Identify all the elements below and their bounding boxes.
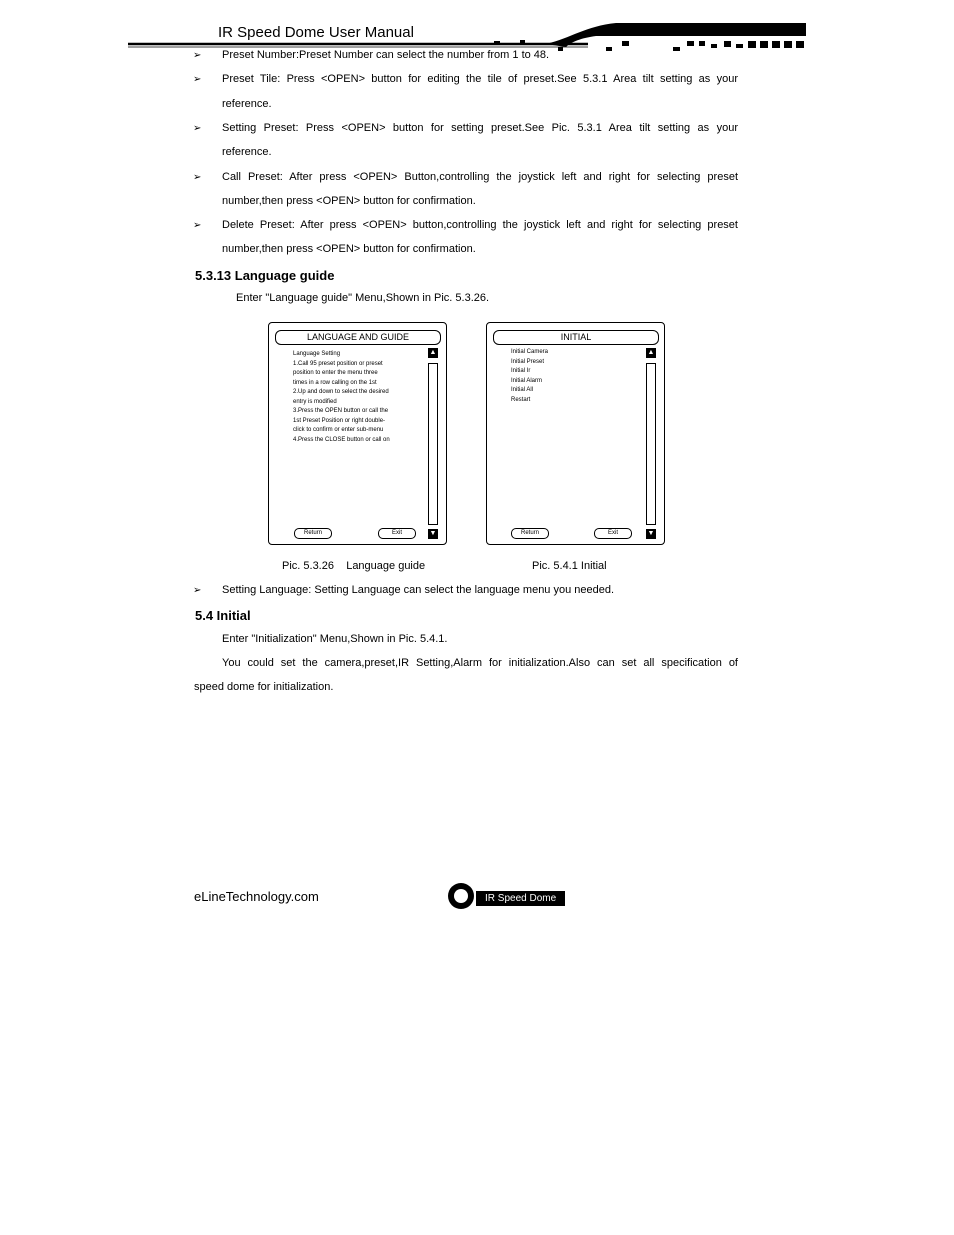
bullet-text: Delete Preset: After press <OPEN> button,controlling the joystick left and right for selecting preset [222,219,738,231]
menu-item-initial-all[interactable]: Initial All [511,387,534,393]
language-guide-screen [268,322,447,545]
bullet-text: Preset Number:Preset Number can select the number from 1 to 48. [222,49,550,61]
bullet-text-continued: number,then press <OPEN> button for confirmation. [222,243,476,255]
section-paragraph: You could set the camera,preset,IR Setting,Alarm for initialization.Also can set all specification of [222,657,738,669]
initial-screen [486,322,665,545]
screen-title: LANGUAGE AND GUIDE [275,330,441,345]
badge-circle-icon [448,883,474,909]
scrollbar-track[interactable] [646,363,656,525]
menu-line: entry is modified [293,398,337,405]
menu-text-block [293,350,425,445]
screen-title: INITIAL [493,330,659,345]
scroll-down-icon[interactable]: ▼ [429,530,437,537]
bullet-arrow-icon: ➢ [193,50,202,61]
bullet-text-continued: reference. [222,146,272,158]
manual-title: IR Speed Dome User Manual [218,24,414,41]
bullet-arrow-icon: ➢ [193,74,202,85]
bullet-arrow-icon: ➢ [193,123,202,134]
scroll-up-icon[interactable]: ▲ [429,349,437,356]
return-button[interactable]: Return [294,528,332,539]
footer-website: eLineTechnology.com [194,889,319,904]
exit-button[interactable]: Exit [378,528,416,539]
menu-line: 1st Preset Position or right double- [293,417,386,424]
bullet-text: Setting Preset: Press <OPEN> button for setting preset.See Pic. 5.3.1 Area tilt setting as your [222,122,738,134]
menu-line: click to confirm or enter sub-menu [293,427,384,433]
badge-text: IR Speed Dome [485,893,557,904]
menu-item-restart[interactable]: Restart [511,396,531,403]
section-intro: Enter "Language guide" Menu,Shown in Pic. 5.3.26. [236,292,490,304]
menu-line: Language Setting [293,351,341,357]
menu-text-block [511,348,631,405]
section-intro: Enter "Initialization" Menu,Shown in Pic. 5.4.1. [222,633,448,645]
menu-item-initial-ir[interactable]: Initial Ir [511,368,531,374]
scroll-up-icon[interactable]: ▲ [647,349,655,356]
menu-item-initial-alarm[interactable]: Initial Alarm [511,377,543,384]
menu-line: position to enter the menu three [293,370,378,376]
bullet-text: Setting Language: Setting Language can select the language menu you needed. [222,584,615,596]
bullet-text: Preset Tile: Press <OPEN> button for editing the tile of preset.See 5.3.1 Area tilt setting as your [222,73,738,85]
menu-item-initial-camera[interactable]: Initial Camera [511,349,549,355]
section-heading-language-guide: 5.3.13 Language guide [195,268,335,283]
section-heading-initial: 5.4 Initial [195,608,251,623]
section-paragraph-continued: speed dome for initialization. [194,681,334,693]
menu-line: 3.Press the OPEN button or call the [293,408,389,414]
caption-language-guide: Pic. 5.3.26 Language guide [282,560,426,572]
bullet-text-continued: number,then press <OPEN> button for confirmation. [222,195,476,207]
bullet-arrow-icon: ➢ [193,585,202,596]
menu-item-initial-preset[interactable]: Initial Preset [511,358,545,365]
menu-line: times in a row calling on the 1st [293,379,377,386]
menu-line: 4.Press the CLOSE button or call on [293,436,390,443]
menu-line: 1.Call 95 preset position or preset [293,360,383,367]
caption-initial: Pic. 5.4.1 Initial [532,560,607,572]
scroll-down-icon[interactable]: ▼ [647,530,655,537]
bullet-arrow-icon: ➢ [193,172,202,183]
bullet-text: Call Preset: After press <OPEN> Button,controlling the joystick left and right for selecting preset [222,171,738,183]
scrollbar-track[interactable] [428,363,438,525]
bullet-arrow-icon: ➢ [193,220,202,231]
return-button[interactable]: Return [511,528,549,539]
menu-line: 2.Up and down to select the desired [293,389,389,395]
bullet-text-continued: reference. [222,98,272,110]
exit-button[interactable]: Exit [594,528,632,539]
